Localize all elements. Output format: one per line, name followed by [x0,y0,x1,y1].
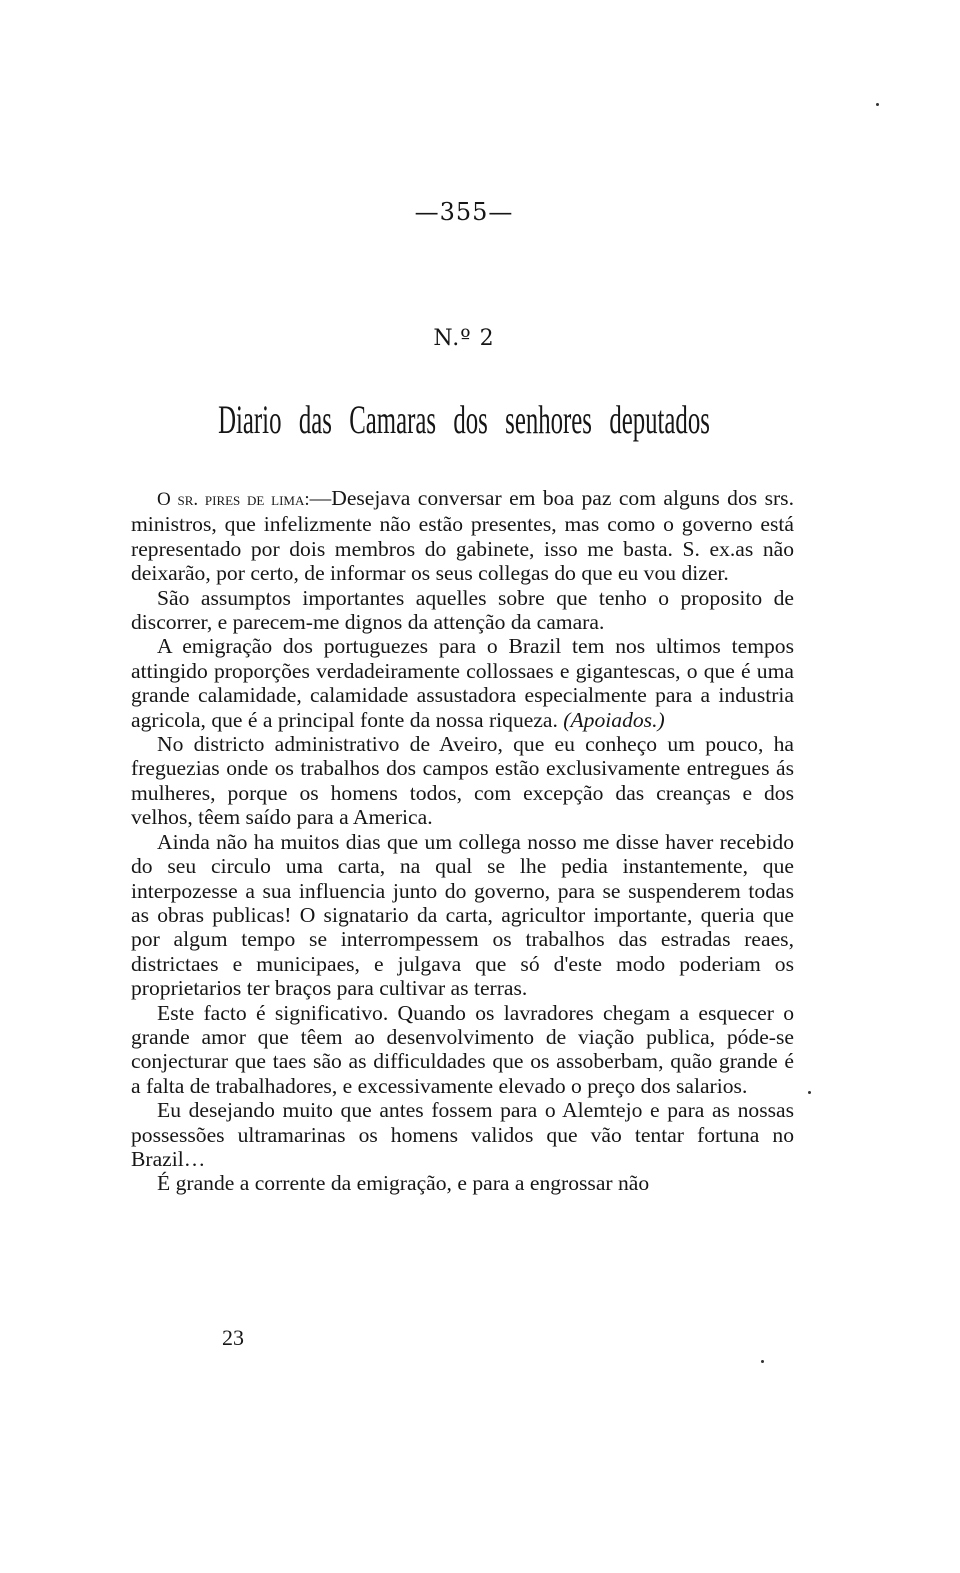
paragraph-6: Este facto é significativo. Quando os lavradores chegam a esquecer o grande amor que têem ao desenvolvimento de viação publica, póde-se conjecturar que taes são as difficuldades que os assoberbam, quão grande é a falta de trabalhadores, e excessivamente elevado o preço dos salarios. [131,1000,794,1098]
body-text [131,486,794,1196]
aside-apoiados: (Apoiados.) [563,707,665,732]
paragraph-8: É grande a corrente da emigração, e para a engrossar não [157,1171,650,1196]
paragraph-4: No districto administrativo de Aveiro, que eu conheço um pouco, ha freguezias onde os trabalhos dos campos estão exclusivamente entregues ás mulheres, porque os homens todos, com excepção das creanças e dos velhos, têem saído para a America. [131,732,794,830]
journal-title: Diario das Camaras dos senhores deputados [218,397,710,442]
paragraph-3 [131,634,794,732]
paragraph-1 [131,486,794,586]
paragraph-7: Eu desejando muito que antes fossem para o Alemtejo e para as nossas possessões ultramarinas os homens validos que vão tentar fortuna no Brazil… [131,1098,794,1171]
page-number: —355— [414,198,514,226]
speaker-name: O sr. pires de lima: [157,489,310,510]
paragraph-3-text: A emigração dos portuguezes para o Brazil tem nos ultimos tempos attingido proporções verdadeiramente collossaes e gigantescas, o que é uma grande calamidade, calamidade assustadora especialmente para a industria agricola, que é a principal fonte da nossa riqueza. [131,634,794,732]
paper-speck [808,1091,811,1094]
issue-number: N.º 2 [433,326,495,351]
printer-signature: 23 [222,1325,244,1350]
paragraph-2: São assumptos importantes aquelles sobre que tenho o proposito de discorrer, e parecem-me dignos da attenção da camara. [131,585,794,635]
paragraph-5: Ainda não ha muitos dias que um collega nosso me disse haver recebido do seu circulo uma carta, na qual se lhe pedia instantemente, que interpozesse a sua influencia junto do governo, para se suspenderem todas as obras publicas! O signatario da carta, agricultor importante, queria que por algum tempo se interrompessem os trabalhos das estradas reaes, districtaes e municipaes, e julgava que só d'este modo poderiam os proprietarios ter braços para cultivar as terras. [131,829,794,1001]
paper-speck [876,103,879,106]
paragraph-1-text: —Desejava conversar em boa paz com alguns dos srs. ministros, que infelizmente não estão presentes, mas como o governo está representado por dois membros do gabinete, isso me basta. S. ex.as não deixarão, por certo, de informar os seus collegas do que eu vou dizer. [131,486,794,586]
paper-speck [761,1360,764,1363]
